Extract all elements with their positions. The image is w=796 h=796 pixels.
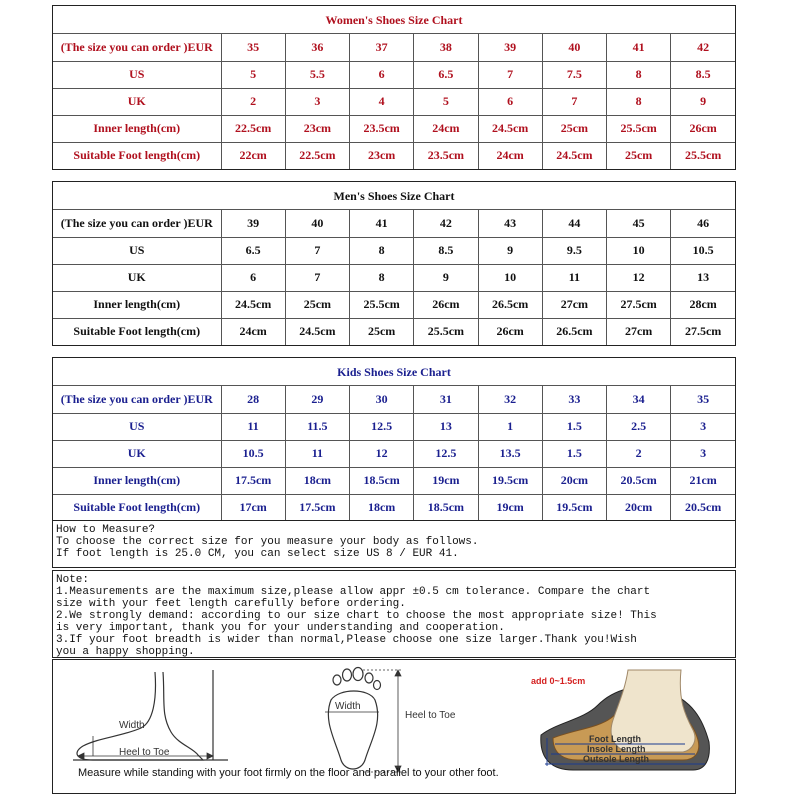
size-cell: 24.5cm (542, 142, 606, 169)
womens-size-table (53, 34, 735, 169)
size-cell: 25cm (350, 318, 414, 345)
size-cell: 18.5cm (414, 494, 478, 521)
size-cell: 29 (285, 386, 349, 413)
size-cell: 33 (542, 386, 606, 413)
size-cell: 40 (542, 34, 606, 61)
size-cell: 39 (221, 210, 285, 237)
measure-caption: Measure while standing with your foot firmly on the floor and parallel to your other foot. (78, 767, 499, 779)
row-header-cell: US (53, 61, 221, 88)
table-row (53, 34, 735, 61)
size-cell: 34 (607, 386, 671, 413)
size-cell: 11 (285, 440, 349, 467)
size-cell: 22cm (221, 142, 285, 169)
table-row (53, 61, 735, 88)
size-cell: 24cm (414, 115, 478, 142)
size-cell: 26cm (414, 291, 478, 318)
size-cell: 17cm (221, 494, 285, 521)
row-header-cell: UK (53, 88, 221, 115)
size-cell: 21cm (671, 467, 735, 494)
size-cell: 25cm (542, 115, 606, 142)
table-row (53, 115, 735, 142)
size-cell: 19cm (414, 467, 478, 494)
size-cell: 8 (607, 61, 671, 88)
size-cell: 7 (285, 237, 349, 264)
foot-length-label: Foot Length (589, 734, 641, 744)
top-heel-to-toe-arrow (363, 670, 403, 772)
size-cell: 6.5 (414, 61, 478, 88)
size-cell: 44 (542, 210, 606, 237)
size-cell: 2 (221, 88, 285, 115)
table-row (53, 237, 735, 264)
size-cell: 20.5cm (671, 494, 735, 521)
size-cell: 12.5 (414, 440, 478, 467)
size-cell: 1.5 (542, 413, 606, 440)
note-line: 2.We strongly demand: according to our size chart to choose the most appropriate size! This (56, 610, 657, 622)
size-cell: 24.5cm (285, 318, 349, 345)
size-cell: 8 (350, 237, 414, 264)
measurement-illustration (52, 659, 736, 794)
size-cell: 19cm (478, 494, 542, 521)
size-cell: 38 (414, 34, 478, 61)
row-header-cell: US (53, 237, 221, 264)
size-cell: 25cm (607, 142, 671, 169)
add-allowance-label: add 0~1.5cm (531, 676, 586, 686)
size-cell: 10 (607, 237, 671, 264)
top-width-label: Width (335, 701, 361, 712)
row-header-cell: Suitable Foot length(cm) (53, 494, 221, 521)
size-cell: 28 (221, 386, 285, 413)
size-cell: 19.5cm (542, 494, 606, 521)
size-cell: 17.5cm (221, 467, 285, 494)
how-to-line: How to Measure? (56, 524, 156, 536)
size-cell: 7 (478, 61, 542, 88)
row-header-cell: (The size you can order )EUR (53, 210, 221, 237)
size-cell: 24cm (478, 142, 542, 169)
size-cell: 12 (350, 440, 414, 467)
size-cell: 13.5 (478, 440, 542, 467)
size-cell: 46 (671, 210, 735, 237)
kids-chart-title: Kids Shoes Size Chart (53, 358, 735, 386)
row-header-cell: (The size you can order )EUR (53, 34, 221, 61)
size-cell: 6 (478, 88, 542, 115)
size-cell: 24.5cm (478, 115, 542, 142)
size-cell: 3 (671, 413, 735, 440)
note-line: size with your feet length carefully before ordering. (56, 598, 406, 610)
table-row (53, 467, 735, 494)
size-cell: 27.5cm (607, 291, 671, 318)
size-cell: 3 (671, 440, 735, 467)
row-header-cell: Suitable Foot length(cm) (53, 142, 221, 169)
size-cell: 26cm (671, 115, 735, 142)
size-cell: 4 (350, 88, 414, 115)
row-header-cell: Inner length(cm) (53, 115, 221, 142)
size-cell: 25.5cm (414, 318, 478, 345)
size-cell: 11 (542, 264, 606, 291)
size-cell: 24cm (221, 318, 285, 345)
size-cell: 43 (478, 210, 542, 237)
how-to-measure-box (52, 520, 736, 568)
size-cell: 1.5 (542, 440, 606, 467)
table-row (53, 386, 735, 413)
size-cell: 25cm (285, 291, 349, 318)
row-header-cell: Suitable Foot length(cm) (53, 318, 221, 345)
size-cell: 26cm (478, 318, 542, 345)
mens-chart-title: Men's Shoes Size Chart (53, 182, 735, 210)
size-cell: 20.5cm (607, 467, 671, 494)
size-cell: 7.5 (542, 61, 606, 88)
table-row (53, 494, 735, 521)
table-row (53, 413, 735, 440)
size-cell: 26.5cm (478, 291, 542, 318)
womens-chart-title: Women's Shoes Size Chart (53, 6, 735, 34)
size-cell: 40 (285, 210, 349, 237)
size-cell: 35 (671, 386, 735, 413)
size-cell: 19.5cm (478, 467, 542, 494)
size-cell: 26.5cm (542, 318, 606, 345)
size-cell: 6 (350, 61, 414, 88)
size-cell: 7 (285, 264, 349, 291)
size-cell: 27.5cm (671, 318, 735, 345)
size-cell: 18cm (350, 494, 414, 521)
size-cell: 12.5 (350, 413, 414, 440)
size-cell: 35 (221, 34, 285, 61)
size-cell: 27cm (542, 291, 606, 318)
size-cell: 22.5cm (285, 142, 349, 169)
size-cell: 31 (414, 386, 478, 413)
size-cell: 5 (414, 88, 478, 115)
size-cell: 2 (607, 440, 671, 467)
size-cell: 8 (607, 88, 671, 115)
notes-box (52, 570, 736, 658)
size-cell: 8 (350, 264, 414, 291)
size-cell: 6.5 (221, 237, 285, 264)
row-header-cell: UK (53, 264, 221, 291)
size-cell: 11 (221, 413, 285, 440)
table-row (53, 210, 735, 237)
size-cell: 24.5cm (221, 291, 285, 318)
table-row (53, 88, 735, 115)
womens-size-chart (52, 5, 736, 170)
size-cell: 22.5cm (221, 115, 285, 142)
size-cell: 6 (221, 264, 285, 291)
side-heel-to-toe-label: Heel to Toe (119, 747, 170, 758)
note-line: 1.Measurements are the maximum size,please allow appr ±0.5 cm tolerance. Compare the chart (56, 586, 651, 598)
row-header-cell: Inner length(cm) (53, 291, 221, 318)
size-cell: 18.5cm (350, 467, 414, 494)
row-header-cell: (The size you can order )EUR (53, 386, 221, 413)
note-line: is very important, thank you for your understanding and cooperation. (56, 622, 505, 634)
size-cell: 39 (478, 34, 542, 61)
table-row (53, 440, 735, 467)
kids-size-table (53, 386, 735, 521)
size-cell: 8.5 (414, 237, 478, 264)
size-cell: 8.5 (671, 61, 735, 88)
size-cell: 10.5 (221, 440, 285, 467)
outsole-length-label: Outsole Length (583, 754, 649, 764)
how-to-line: To choose the correct size for you measure your body as follows. (56, 536, 479, 548)
size-cell: 28cm (671, 291, 735, 318)
size-cell: 37 (350, 34, 414, 61)
size-cell: 41 (607, 34, 671, 61)
size-cell: 20cm (607, 494, 671, 521)
size-cell: 13 (414, 413, 478, 440)
table-row (53, 318, 735, 345)
mens-size-table (53, 210, 735, 345)
size-cell: 9.5 (542, 237, 606, 264)
top-heel-to-toe-label: Heel to Toe (405, 710, 456, 721)
size-cell: 17.5cm (285, 494, 349, 521)
size-cell: 9 (671, 88, 735, 115)
size-cell: 25.5cm (671, 142, 735, 169)
table-row (53, 142, 735, 169)
size-cell: 25.5cm (607, 115, 671, 142)
size-cell: 3 (285, 88, 349, 115)
note-line: 3.If your foot breadth is wider than normal,Please choose one size larger.Thank you!Wish (56, 634, 637, 646)
size-cell: 32 (478, 386, 542, 413)
kids-size-chart (52, 357, 736, 522)
note-line: you a happy shopping. (56, 646, 195, 658)
row-header-cell: US (53, 413, 221, 440)
size-cell: 23cm (350, 142, 414, 169)
top-foot-drawing (328, 668, 380, 770)
size-cell: 36 (285, 34, 349, 61)
size-cell: 23.5cm (350, 115, 414, 142)
side-width-label: Width (119, 720, 145, 731)
size-cell: 10 (478, 264, 542, 291)
size-cell: 5.5 (285, 61, 349, 88)
row-header-cell: Inner length(cm) (53, 467, 221, 494)
table-row (53, 264, 735, 291)
size-cell: 42 (414, 210, 478, 237)
size-cell: 7 (542, 88, 606, 115)
size-cell: 20cm (542, 467, 606, 494)
size-cell: 13 (671, 264, 735, 291)
size-cell: 9 (414, 264, 478, 291)
size-cell: 9 (478, 237, 542, 264)
row-header-cell: UK (53, 440, 221, 467)
size-cell: 11.5 (285, 413, 349, 440)
size-cell: 23.5cm (414, 142, 478, 169)
table-row (53, 291, 735, 318)
mens-size-chart (52, 181, 736, 346)
size-cell: 27cm (607, 318, 671, 345)
size-cell: 45 (607, 210, 671, 237)
size-cell: 2.5 (607, 413, 671, 440)
size-cell: 30 (350, 386, 414, 413)
size-cell: 12 (607, 264, 671, 291)
size-cell: 23cm (285, 115, 349, 142)
note-line: Note: (56, 574, 90, 586)
size-cell: 18cm (285, 467, 349, 494)
size-cell: 1 (478, 413, 542, 440)
size-cell: 41 (350, 210, 414, 237)
size-cell: 10.5 (671, 237, 735, 264)
how-to-line: If foot length is 25.0 CM, you can select size US 8 / EUR 41. (56, 548, 459, 560)
size-cell: 42 (671, 34, 735, 61)
size-cell: 5 (221, 61, 285, 88)
size-cell: 25.5cm (350, 291, 414, 318)
insole-length-label: Insole Length (587, 744, 646, 754)
